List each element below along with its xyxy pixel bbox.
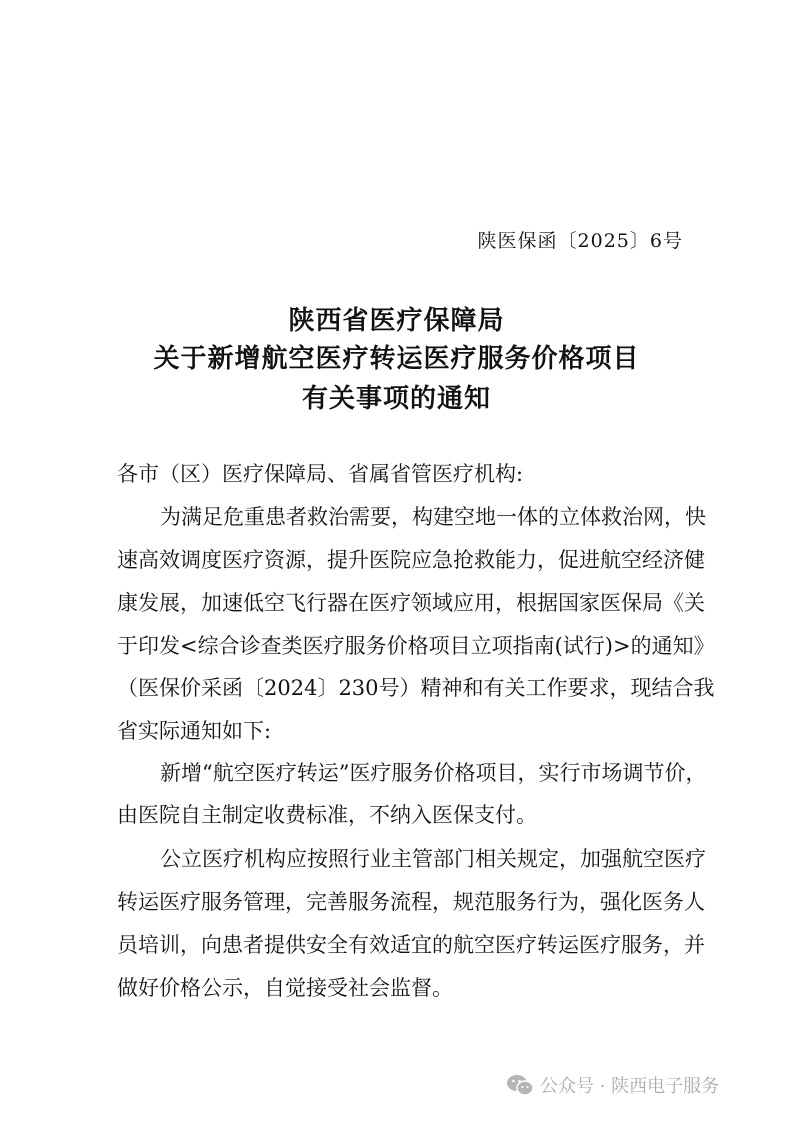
title-line-2: 关于新增航空医疗转运医疗服务价格项目	[153, 344, 640, 374]
document-number: 陕医保函〔2025〕6号	[477, 230, 683, 252]
body-line: 为满足危重患者救治需要，构建空地一体的立体救治网，快	[160, 505, 706, 529]
watermark-text: 公众号 · 陕西电子服务	[540, 1076, 720, 1097]
body-line: 公立医疗机构应按照行业主管部门相关规定，加强航空医疗	[160, 847, 706, 871]
body-line: 由医院自主制定收费标准，不纳入医保支付。	[117, 803, 537, 827]
salutation: 各市（区）医疗保障局、省属省管医疗机构:	[117, 462, 524, 486]
body-line: 于印发<综合诊查类医疗服务价格项目立项指南(试行)>的通知》	[117, 634, 715, 658]
title-line-1: 陕西省医疗保障局	[288, 306, 505, 336]
body-line: 做好价格公示，自觉接受社会监督。	[117, 976, 453, 1000]
wechat-icon	[506, 1074, 534, 1096]
title-line-3: 有关事项的通知	[301, 384, 491, 414]
watermark	[506, 1072, 719, 1098]
body-line: 新增“航空医疗转运”医疗服务价格项目，实行市场调节价，	[160, 761, 707, 785]
body-line: （医保价采函〔2024〕230号）精神和有关工作要求，现结合我	[117, 676, 715, 700]
body-line: 康发展，加速低空飞行器在医疗领域应用，根据国家医保局《关	[117, 591, 705, 615]
body-line: 速高效调度医疗资源，提升医院应急抢救能力，促进航空经济健	[117, 548, 705, 572]
body-line: 员培训，向患者提供安全有效适宜的航空医疗转运医疗服务，并	[117, 933, 705, 957]
body-line: 转运医疗服务管理，完善服务流程，规范服务行为，强化医务人	[117, 890, 705, 914]
body-line: 省实际通知如下:	[117, 719, 272, 743]
